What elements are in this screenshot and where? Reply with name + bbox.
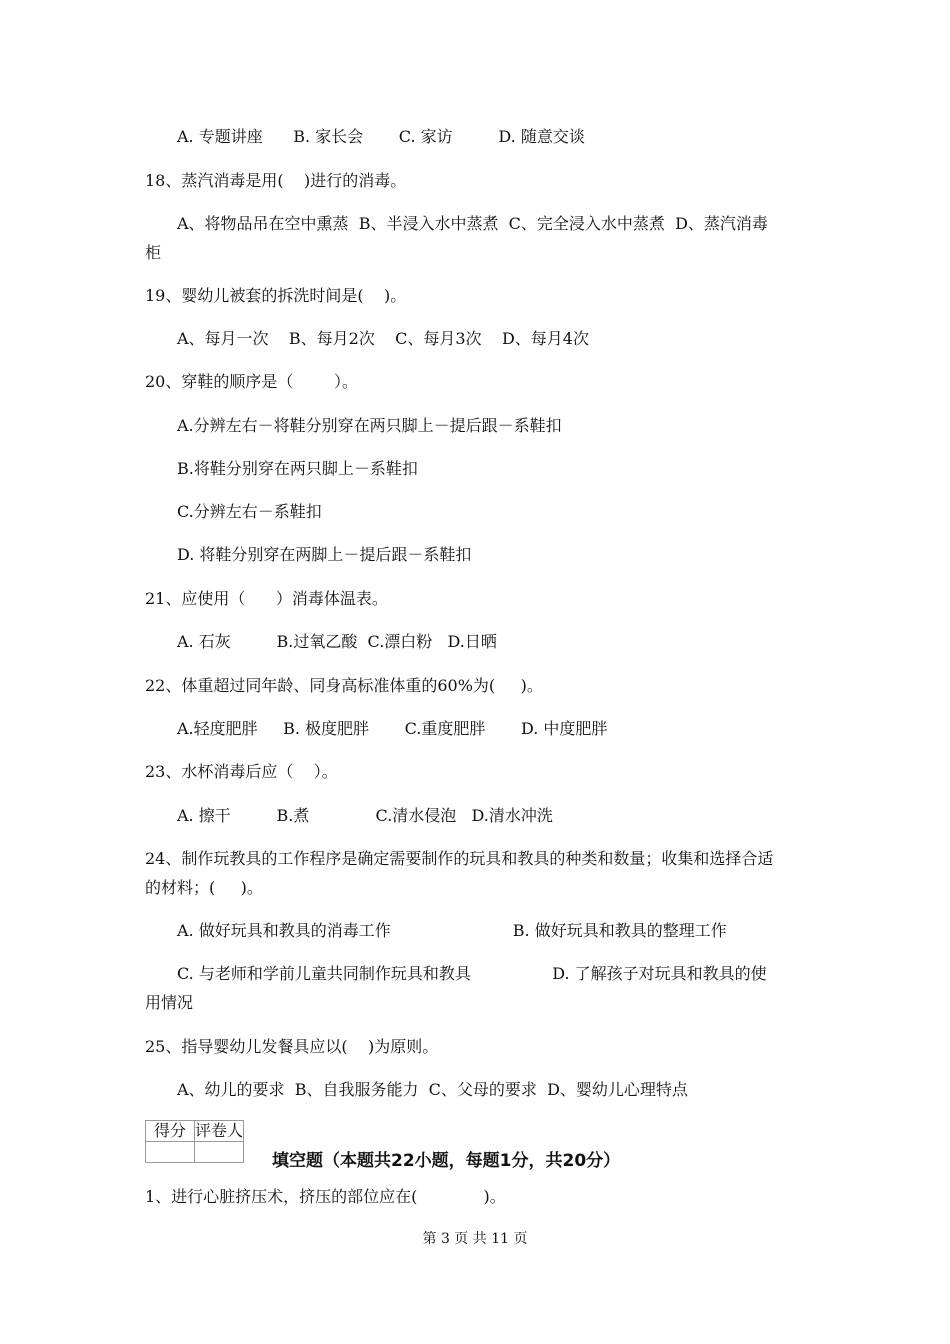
score-cell — [146, 1142, 195, 1163]
q20-stem: 20、穿鞋的顺序是（ ）。 — [145, 372, 359, 391]
q24-options-ab: A. 做好玩具和教具的消毒工作 B. 做好玩具和教具的整理工作 — [177, 921, 727, 940]
q17-options: A. 专题讲座 B. 家长会 C. 家访 D. 随意交谈 — [177, 127, 585, 146]
q23-stem: 23、水杯消毒后应（ ）。 — [145, 762, 338, 781]
q19-options: A、每月一次 B、每月2次 C、每月3次 D、每月4次 — [177, 329, 589, 348]
q20-option-b: B.将鞋分别穿在两只脚上－系鞋扣 — [177, 459, 418, 478]
score-label: 得分 — [146, 1121, 195, 1142]
grader-label: 评卷人 — [195, 1121, 244, 1140]
page-footer: 第 3 页 共 11 页 — [422, 1231, 528, 1247]
q21-options: A. 石灰 B.过氧乙酸 C.漂白粉 D.日晒 — [177, 632, 497, 651]
q22-options: A.轻度肥胖 B. 极度肥胖 C.重度肥胖 D. 中度肥胖 — [177, 719, 608, 738]
q24-options-cd: C. 与老师和学前儿童共同制作玩具和教具 D. 了解孩子对玩具和教具的使 — [177, 964, 767, 983]
q25-stem: 25、指导婴幼儿发餐具应以( )为原则。 — [145, 1037, 439, 1056]
q18-stem: 18、蒸汽消毒是用( )进行的消毒。 — [145, 171, 407, 190]
q22-stem: 22、体重超过同年龄、同身高标准体重的60%为( )。 — [145, 676, 543, 695]
q18-options: A、将物品吊在空中熏蒸 B、半浸入水中蒸煮 C、完全浸入水中蒸煮 D、蒸汽消毒 — [177, 214, 768, 233]
q24-stem: 24、制作玩教具的工作程序是确定需要制作的玩具和教具的种类和数量；收集和选择合适 — [145, 849, 774, 868]
q20-option-c: C.分辨左右－系鞋扣 — [177, 502, 322, 521]
score-table — [145, 1120, 244, 1163]
q23-options: A. 擦干 B.煮 C.清水侵泡 D.清水冲洗 — [177, 806, 553, 825]
section-title: 填空题（本题共22小题，每题1分，共20分） — [272, 1151, 621, 1171]
q21-stem: 21、应使用（ ）消毒体温表。 — [145, 589, 388, 608]
q24-stem-wrap: 的材料；( )。 — [145, 878, 263, 897]
q24-options-wrap: 用情况 — [145, 993, 194, 1012]
q19-stem: 19、婴幼儿被套的拆洗时间是( )。 — [145, 286, 407, 305]
q18-options-wrap: 柜 — [145, 243, 162, 262]
q20-option-a: A.分辨左右－将鞋分别穿在两只脚上－提后跟－系鞋扣 — [177, 416, 562, 435]
fill-question-1: 1、进行心脏挤压术，挤压的部位应在( )。 — [145, 1187, 506, 1206]
q20-option-d: D. 将鞋分别穿在两脚上－提后跟－系鞋扣 — [177, 545, 472, 564]
grader-cell — [195, 1142, 244, 1163]
q25-options: A、幼儿的要求 B、自我服务能力 C、父母的要求 D、婴幼儿心理特点 — [177, 1080, 688, 1099]
